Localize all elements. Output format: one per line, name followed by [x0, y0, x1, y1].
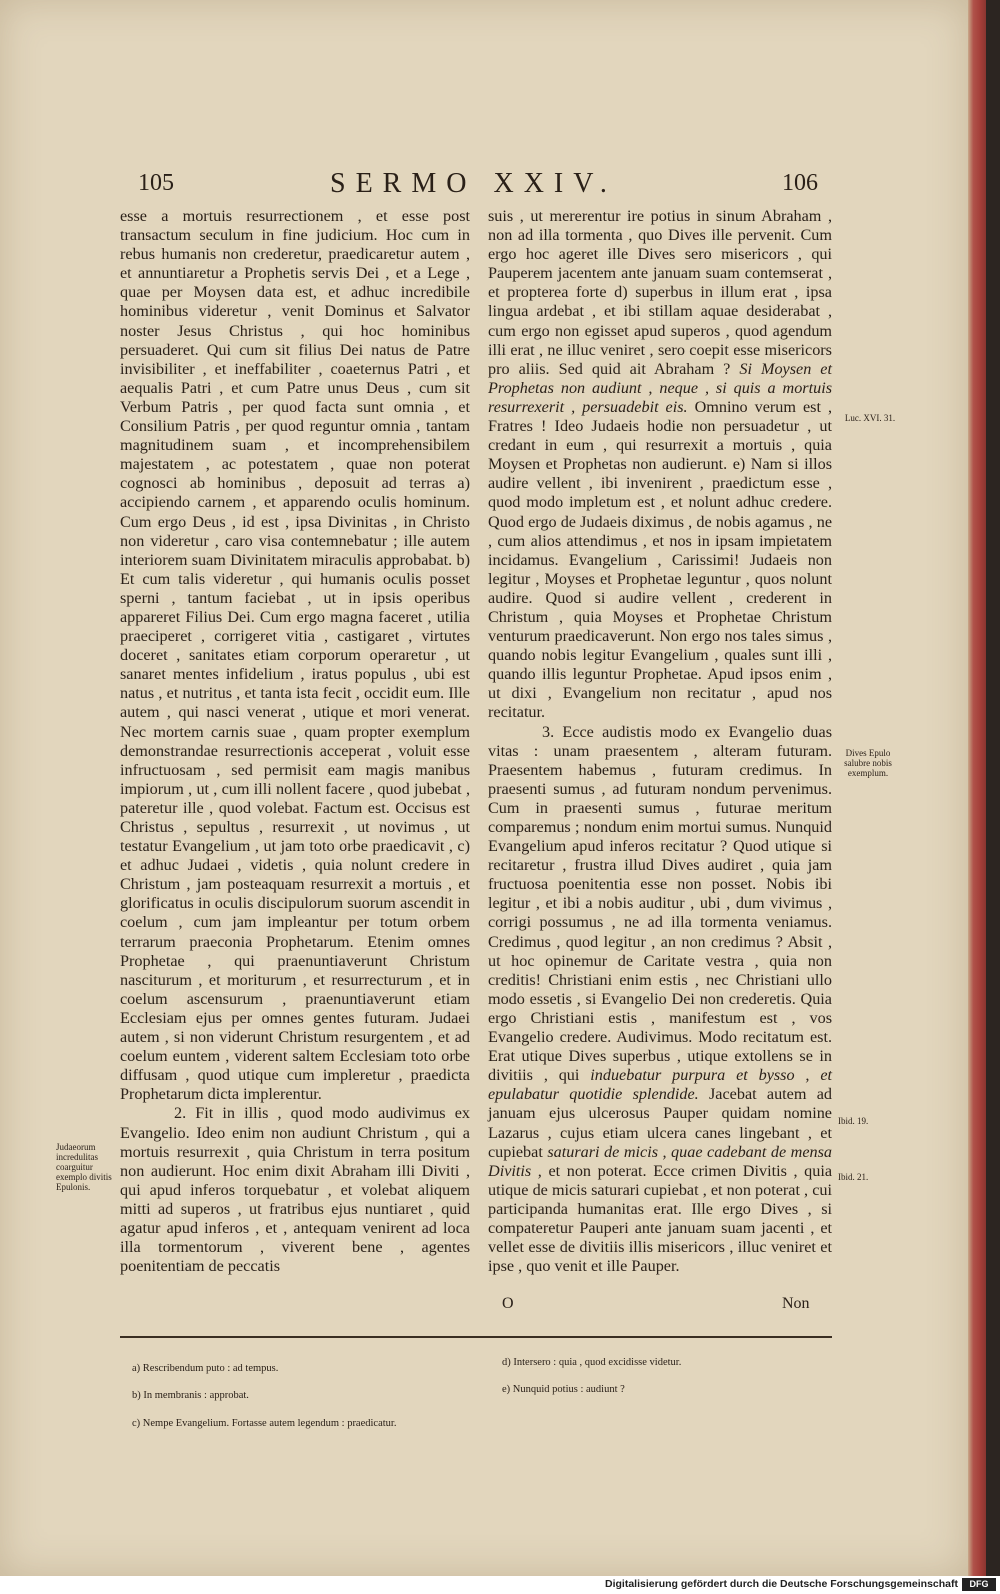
text-run: suis , ut mererentur ire potius in sinum Abraham , non ad illa tormenta , quo Dives ille pervenit. Cum ergo hoc ageret ille Dives sero misericors , qui Pauperem jacentem ante januam suam contemserat , et propterea forte d) superbus in illum erat , ipsa lingua ardebat , et ibi stillam aquae desiderabat , cum ergo non egisset apud superos , quod agendum illi erat , ne illuc veniret , sero coepit esse misericors pro aliis. Sed quid ait Abraham ?: [488, 207, 832, 378]
footnote-d: d) Intersero : quia , quod excidisse videtur.: [502, 1357, 682, 1368]
quotation: Si Moysen et Prophetas non audiunt , neque , si quis a mortuis resurrexerit , persuadebit eis.: [488, 359, 832, 416]
text-run: Omnino verum est , Fratres ! Ideo Judaeis hodie non persuadetur , ut credant in eum , qui resurrexit a mortuis , quia Moysen et Prophetas non audierunt. e) Nam si illos audire vellent , ibi invenirent , praedictum esse , quod modo impletum est , et nolunt adhuc credere. Quod ergo de Judaeis diximus , de nobis agamus , ne , cum alios attendimus , et nos in ipsam impietatem incidamus. Evangelium , Carissimi! Judaeis non legitur , Moyses et Prophetae leguntur , quos nolunt audire. Quod si audire vellent , crederent in Christum , quia Moyses et Prophetae Christum venturum praedicaverunt. Non ergo nos tales simus , quando nobis legitur Evangelium , quales sunt illi , quando illis leguntur Prophetae. Apud ipsos enim , ut dixi , Evangelium non recitatur , apud nos recitatur.: [488, 397, 832, 722]
paragraph: [488, 207, 832, 723]
page-edge: [968, 0, 986, 1576]
quotation: saturari de micis , quae cadebant de mensa Divitis ,: [488, 1142, 832, 1180]
paragraph: [488, 723, 832, 1277]
footnote-c: c) Nempe Evangelium. Fortasse autem legendum : praedicatur.: [132, 1418, 397, 1429]
footnote-e: e) Nunquid potius : audiunt ?: [502, 1384, 625, 1395]
quotation: induebatur purpura et bysso , et epulabatur quotidie splendide.: [488, 1066, 832, 1104]
text-column-left: [120, 207, 470, 1276]
signature-mark: O: [502, 1295, 514, 1312]
text-column-right: [488, 207, 832, 1276]
text-run: 3. Ecce audistis modo ex Evangelio duas vitas : unam praesentem , alteram futuram. Praesentem habemus , futuram credimus. In praesenti sumus , ad futuram nondum pervenimus. Cum in praesenti sumus , futurae meritum comparemus ; nondum enim mortui sumus. Nunquid Evangelium apud inferos recitatur ? Quod utique si recitaretur , frustra illud Dives audiret , quia jam fructuosa poenitentia esse non posset. Nobis ibi legitur , et ibi a nobis auditur , ubi , dum vivimus , corrigi possumus , ne ad illa tormenta veniamus. Credimus , quod legitur , an non credimus ? Absit , ut hoc opinemur de Caritate vestra , quia non creditis! Christiani enim estis , nec Christiani ullo modo essetis , si Evangelio Dei non crederetis. Quia ergo Christiani estis , manifestum est , vos Evangelio credere. Audivimus. Modo recitatum est. Erat utique Dives superbus , utique extollens se in divitiis , qui: [488, 722, 832, 1085]
margin-note-ibid19: Ibid. 19.: [838, 1116, 869, 1126]
page-number-right: 106: [782, 170, 818, 196]
paragraph: esse a mortuis resurrectionem , et esse post transactum seculum in fine judicium. Hoc cum in rebus humanis non crederetur, praedicaretur autem , et annuntiaretur a Prophetis servis Dei , et a Lege , quae per Moysen data est, et adhuc incredibile hominibus videretur , venit Dominus et Salvator noster Jesus Christus , qui hoc hominibus persuaderet. Qui cum sit filius Dei natus de Patre invisibiliter , et ineffabiliter , coaeternus Patri , et aequalis Patri , et cum Patre unus Deus , cum sit Verbum Patris , per quod facta sunt omnia , et Consilium Patris , per quod reguntur omnia , tantam magnitudinem suam , et incomprehensibilem majestatem , ac potestatem , quae non poterat cognosci ab hominibus , deposuit ad terras a) accipiendo carnem , et apparendo oculis hominum. Cum ergo Deus , id est , ipsa Divinitas , in Christo non videretur , caro visa contemnebatur ; ille autem interiorem suam Divinitatem miraculis approbabat. b) Et cum talis videretur , qui humanis oculis posset sperni , tantum faciebat , ut in ipsis operibus appareret Filius Dei. Cum ergo magna faceret , utilia praeciperet , corrigeret vitia , castigaret , virtutes doceret , sanitates etiam corporum operaretur , ut sanaret mentes infidelium , iratus populus , ubi est natus , et nutritus , et tanta ista fecit , occidit eum. Ille autem , qui nasci venerat , utique et mori venerat. Nec mortem carnis suae , quam propter exemplum demonstrandae resurrectionis acceperat , voluit esse infructuosam , sed permisit eam magis manibus impiorum , ut , cum illi nollent facere , quod jubebat , pateretur ille , quod volebat. Factum est. Occisus est Christus , sepultus , resurrexit , ut novimus , ut testatur Evangelium , ut jam toto orbe praedicavit , c) et adhuc Judaei , videtis , quia nolunt credere in Christum , jam posteaquam resurrexit a mortuis , et glorificatus in oculis discipulorum suorum ascendit in coelum , cum jam impleantur per totum orbem terrarum praeconia Prophetarum. Etenim omnes Prophetae , qui praenuntiaverunt Christum nasciturum , et moriturum , et resurrecturum , et in coelum ascensurum , praenuntiaverunt etiam Ecclesiam ejus per omnes gentes futuram. Judaei autem , si non viderunt Christum resurgentem , et ad coelum euntem , viderent saltem Ecclesiam toto orbe diffusam , quod utique cum impleretur , praedicta Prophetarum dicta implerentur.: [120, 207, 470, 1104]
footnote-rule: [120, 1336, 832, 1338]
margin-note-luc: Luc. XVI. 31.: [844, 413, 896, 423]
margin-note-dives: Dives Epulo salubre nobis exemplum.: [844, 748, 892, 778]
catchword: Non: [782, 1295, 810, 1312]
funding-credit: Digitalisierung gefördert durch die Deutsche Forschungsgemeinschaft: [605, 1578, 958, 1590]
dfg-logo: DFG: [962, 1578, 996, 1591]
paragraph: 2. Fit in illis , quod modo audivimus ex Evangelio. Ideo enim non audiunt Christum , qui a mortuis resurrexit , quia Christum in terra positum non audierunt. Hoc enim dixit Abraham illi Diviti , qui apud inferos torquebatur , et volebat aliquem mitti ad superos , ut fratribus ejus nuntiaret , quid agatur apud inferos , et , antequam venirent ad loca illa tormentorum , viverent bene , agentes poenitentiam de peccatis: [120, 1104, 470, 1276]
footnote-a: a) Rescribendum puto : ad tempus.: [132, 1363, 279, 1374]
text-run: et non poterat. Ecce crimen Divitis , quia utique de micis saturari cupiebat , et non poterat , cui participanda humanitas erat. Ille ergo Dives , si compateretur Pauperi ante januam suam jacenti , et vellet esse de divitiis illis misericors , illuc veniret et ipse , quo venit et ille Pauper.: [488, 1161, 833, 1276]
page-number-left: 105: [138, 170, 174, 196]
text-run: Jacebat autem ad januam ejus ulcerosus Pauper quidam nomine Lazarus , cujus etiam ulcera canes lingebant , et cupiebat: [488, 1085, 832, 1161]
margin-note-ibid21: Ibid. 21.: [838, 1172, 869, 1182]
digitization-footer: [0, 1576, 1000, 1594]
page-title: SERMO XXIV.: [330, 168, 617, 199]
footnote-b: b) In membranis : approbat.: [132, 1390, 249, 1401]
margin-note-judaeorum: Judaeorum incredulitas coarguitur exemplo divitis Epulonis.: [56, 1142, 112, 1192]
